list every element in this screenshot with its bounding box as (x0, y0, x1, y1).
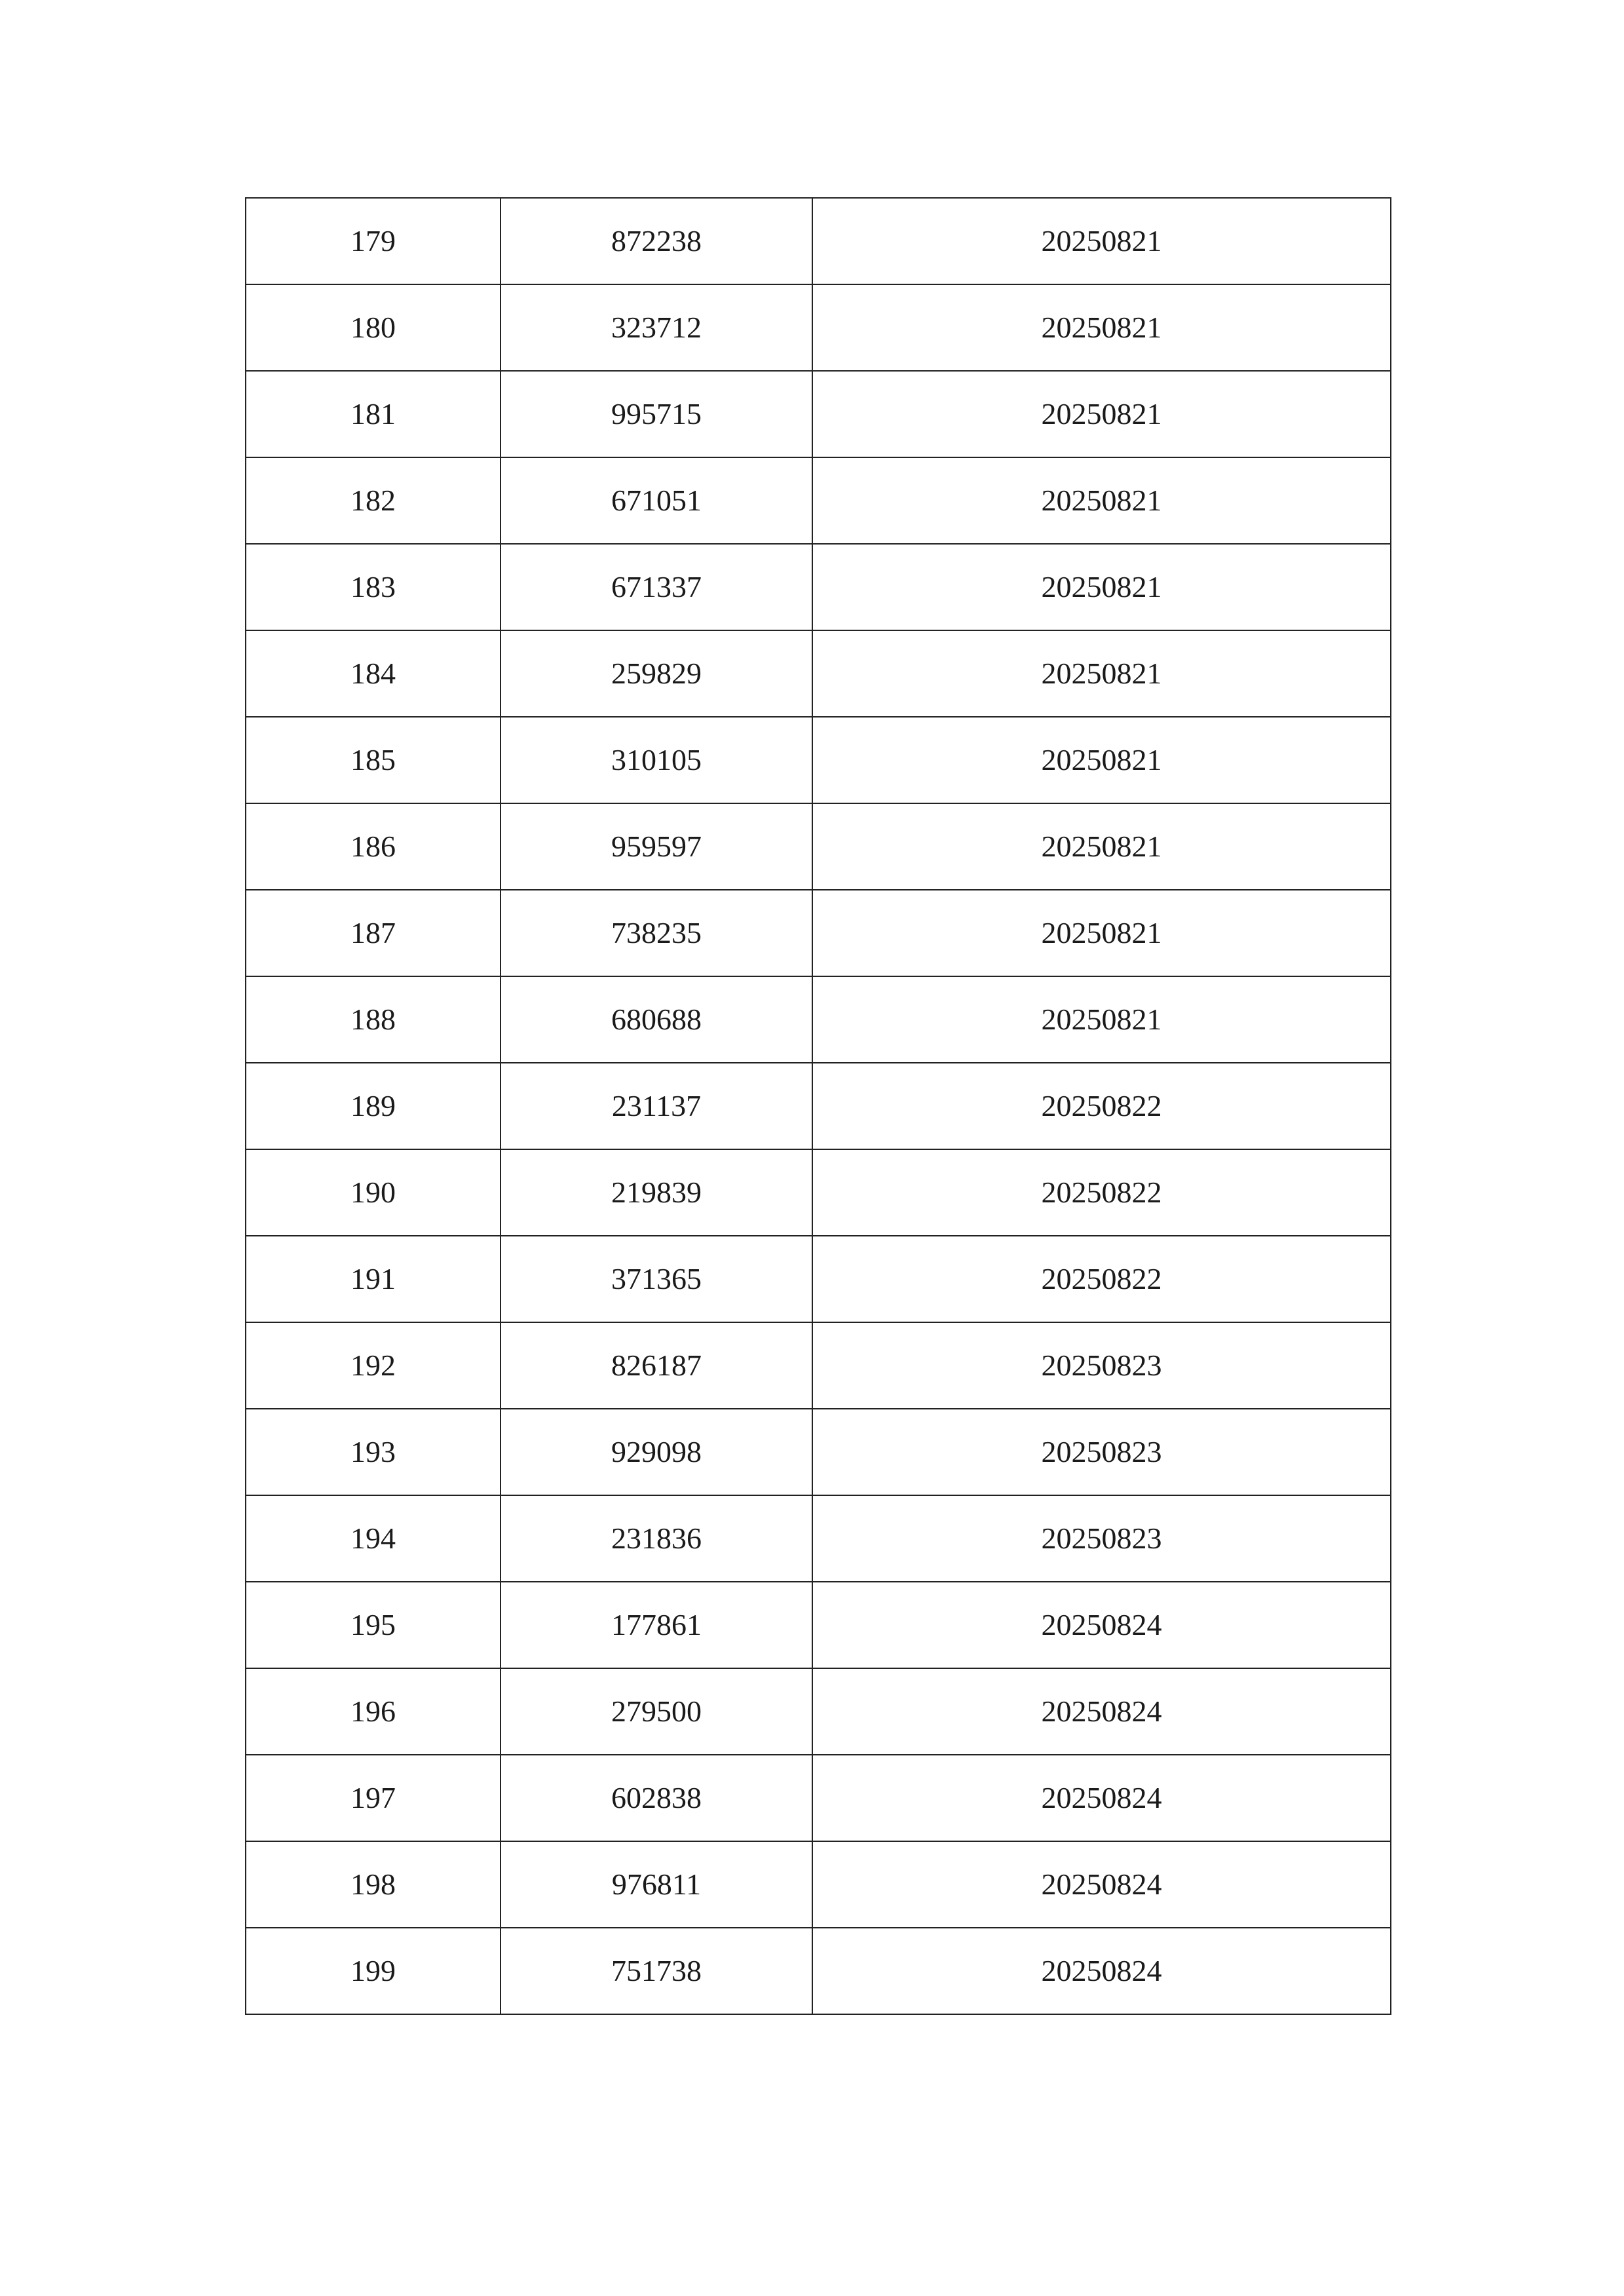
code-cell: 310105 (500, 717, 812, 803)
table-row (246, 803, 1391, 890)
date-cell: 20250822 (812, 1236, 1391, 1322)
table-row (246, 1149, 1391, 1236)
date-cell: 20250821 (812, 890, 1391, 976)
date-cell: 20250821 (812, 803, 1391, 890)
code-cell: 231836 (500, 1495, 812, 1582)
row-number-cell: 190 (246, 1149, 500, 1236)
row-number-cell: 185 (246, 717, 500, 803)
code-cell: 680688 (500, 976, 812, 1063)
table-row (246, 1928, 1391, 2014)
code-cell: 976811 (500, 1841, 812, 1928)
row-number-cell: 184 (246, 630, 500, 717)
code-cell: 371365 (500, 1236, 812, 1322)
row-number-cell: 194 (246, 1495, 500, 1582)
row-number-cell: 195 (246, 1582, 500, 1668)
row-number-cell: 181 (246, 371, 500, 457)
date-cell: 20250824 (812, 1928, 1391, 2014)
row-number-cell: 199 (246, 1928, 500, 2014)
code-cell: 826187 (500, 1322, 812, 1409)
date-cell: 20250821 (812, 371, 1391, 457)
table-row (246, 1582, 1391, 1668)
date-cell: 20250821 (812, 717, 1391, 803)
date-cell: 20250824 (812, 1755, 1391, 1841)
row-number-cell: 187 (246, 890, 500, 976)
row-number-cell: 198 (246, 1841, 500, 1928)
code-cell: 959597 (500, 803, 812, 890)
code-cell: 671337 (500, 544, 812, 630)
code-cell: 259829 (500, 630, 812, 717)
code-cell: 995715 (500, 371, 812, 457)
table-row (246, 1322, 1391, 1409)
records-table-body (246, 198, 1391, 2014)
code-cell: 279500 (500, 1668, 812, 1755)
date-cell: 20250823 (812, 1322, 1391, 1409)
date-cell: 20250822 (812, 1149, 1391, 1236)
row-number-cell: 186 (246, 803, 500, 890)
table-row (246, 457, 1391, 544)
date-cell: 20250823 (812, 1409, 1391, 1495)
date-cell: 20250821 (812, 544, 1391, 630)
table-row (246, 1236, 1391, 1322)
table-row (246, 544, 1391, 630)
row-number-cell: 191 (246, 1236, 500, 1322)
code-cell: 929098 (500, 1409, 812, 1495)
date-cell: 20250821 (812, 198, 1391, 284)
table-row (246, 1668, 1391, 1755)
date-cell: 20250822 (812, 1063, 1391, 1149)
code-cell: 323712 (500, 284, 812, 371)
table-row (246, 1755, 1391, 1841)
table-row (246, 1409, 1391, 1495)
date-cell: 20250821 (812, 457, 1391, 544)
date-cell: 20250824 (812, 1841, 1391, 1928)
table-row (246, 1495, 1391, 1582)
code-cell: 177861 (500, 1582, 812, 1668)
row-number-cell: 193 (246, 1409, 500, 1495)
date-cell: 20250824 (812, 1582, 1391, 1668)
row-number-cell: 197 (246, 1755, 500, 1841)
date-cell: 20250821 (812, 630, 1391, 717)
row-number-cell: 196 (246, 1668, 500, 1755)
code-cell: 872238 (500, 198, 812, 284)
row-number-cell: 192 (246, 1322, 500, 1409)
row-number-cell: 182 (246, 457, 500, 544)
code-cell: 738235 (500, 890, 812, 976)
table-row (246, 1063, 1391, 1149)
table-row (246, 1841, 1391, 1928)
row-number-cell: 180 (246, 284, 500, 371)
row-number-cell: 183 (246, 544, 500, 630)
date-cell: 20250821 (812, 284, 1391, 371)
table-row (246, 371, 1391, 457)
table-row (246, 890, 1391, 976)
code-cell: 602838 (500, 1755, 812, 1841)
records-table (245, 197, 1391, 2015)
row-number-cell: 188 (246, 976, 500, 1063)
date-cell: 20250823 (812, 1495, 1391, 1582)
table-row (246, 976, 1391, 1063)
code-cell: 231137 (500, 1063, 812, 1149)
table-row (246, 717, 1391, 803)
table-row (246, 198, 1391, 284)
date-cell: 20250824 (812, 1668, 1391, 1755)
code-cell: 219839 (500, 1149, 812, 1236)
row-number-cell: 179 (246, 198, 500, 284)
table-row (246, 284, 1391, 371)
date-cell: 20250821 (812, 976, 1391, 1063)
table-row (246, 630, 1391, 717)
code-cell: 751738 (500, 1928, 812, 2014)
row-number-cell: 189 (246, 1063, 500, 1149)
code-cell: 671051 (500, 457, 812, 544)
